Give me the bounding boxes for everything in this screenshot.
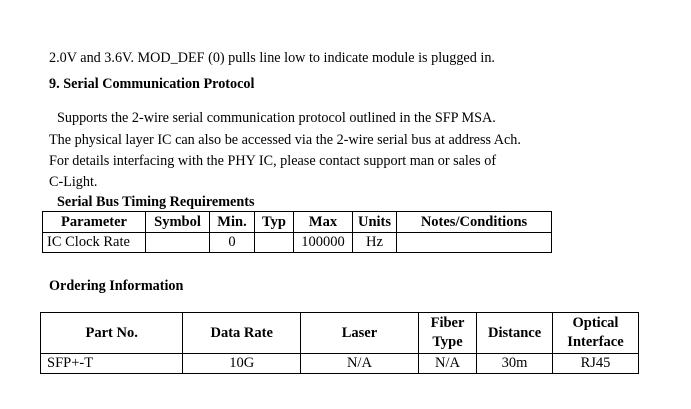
table-cell: 100000 [294, 233, 353, 253]
table-cell: 0 [210, 233, 255, 253]
column-header: Fiber Type [418, 313, 476, 354]
table-cell: SFP+-T [41, 354, 183, 374]
paragraph-line-1: Supports the 2-wire serial communication protocol outlined in the SFP MSA. [57, 110, 496, 126]
table-row [43, 233, 552, 253]
column-header: Units [353, 212, 397, 233]
column-header: Symbol [146, 212, 210, 233]
column-header: Part No. [41, 313, 183, 354]
table-cell: 10G [183, 354, 301, 374]
table-row [41, 354, 639, 374]
column-header: Max [294, 212, 353, 233]
column-header: Typ [255, 212, 294, 233]
column-header: Laser [301, 313, 419, 354]
table-cell [146, 233, 210, 253]
timing-table [42, 211, 552, 253]
intro-line: 2.0V and 3.6V. MOD_DEF (0) pulls line low to indicate module is plugged in. [49, 50, 495, 66]
table-cell: RJ45 [552, 354, 638, 374]
ordering-table [40, 312, 639, 374]
table-cell: Hz [353, 233, 397, 253]
timing-table-caption: Serial Bus Timing Requirements [57, 194, 255, 210]
table-cell: N/A [418, 354, 476, 374]
paragraph-line-2: The physical layer IC can also be accessed via the 2-wire serial bus at address Ach. [49, 132, 521, 148]
table-cell [397, 233, 552, 253]
column-header: Min. [210, 212, 255, 233]
table-header-row [41, 313, 639, 354]
paragraph-line-4: C-Light. [49, 174, 98, 190]
column-header: Optical Interface [552, 313, 638, 354]
column-header: Notes/Conditions [397, 212, 552, 233]
paragraph-line-3: For details interfacing with the PHY IC, please contact support man or sales of [49, 153, 497, 169]
column-header: Data Rate [183, 313, 301, 354]
table-cell [255, 233, 294, 253]
table-cell: IC Clock Rate [43, 233, 146, 253]
column-header: Parameter [43, 212, 146, 233]
column-header: Distance [477, 313, 553, 354]
ordering-info-heading: Ordering Information [49, 278, 184, 294]
section-heading-serial-communication: 9. Serial Communication Protocol [49, 76, 255, 92]
table-cell: N/A [301, 354, 419, 374]
table-cell: 30m [477, 354, 553, 374]
table-header-row [43, 212, 552, 233]
